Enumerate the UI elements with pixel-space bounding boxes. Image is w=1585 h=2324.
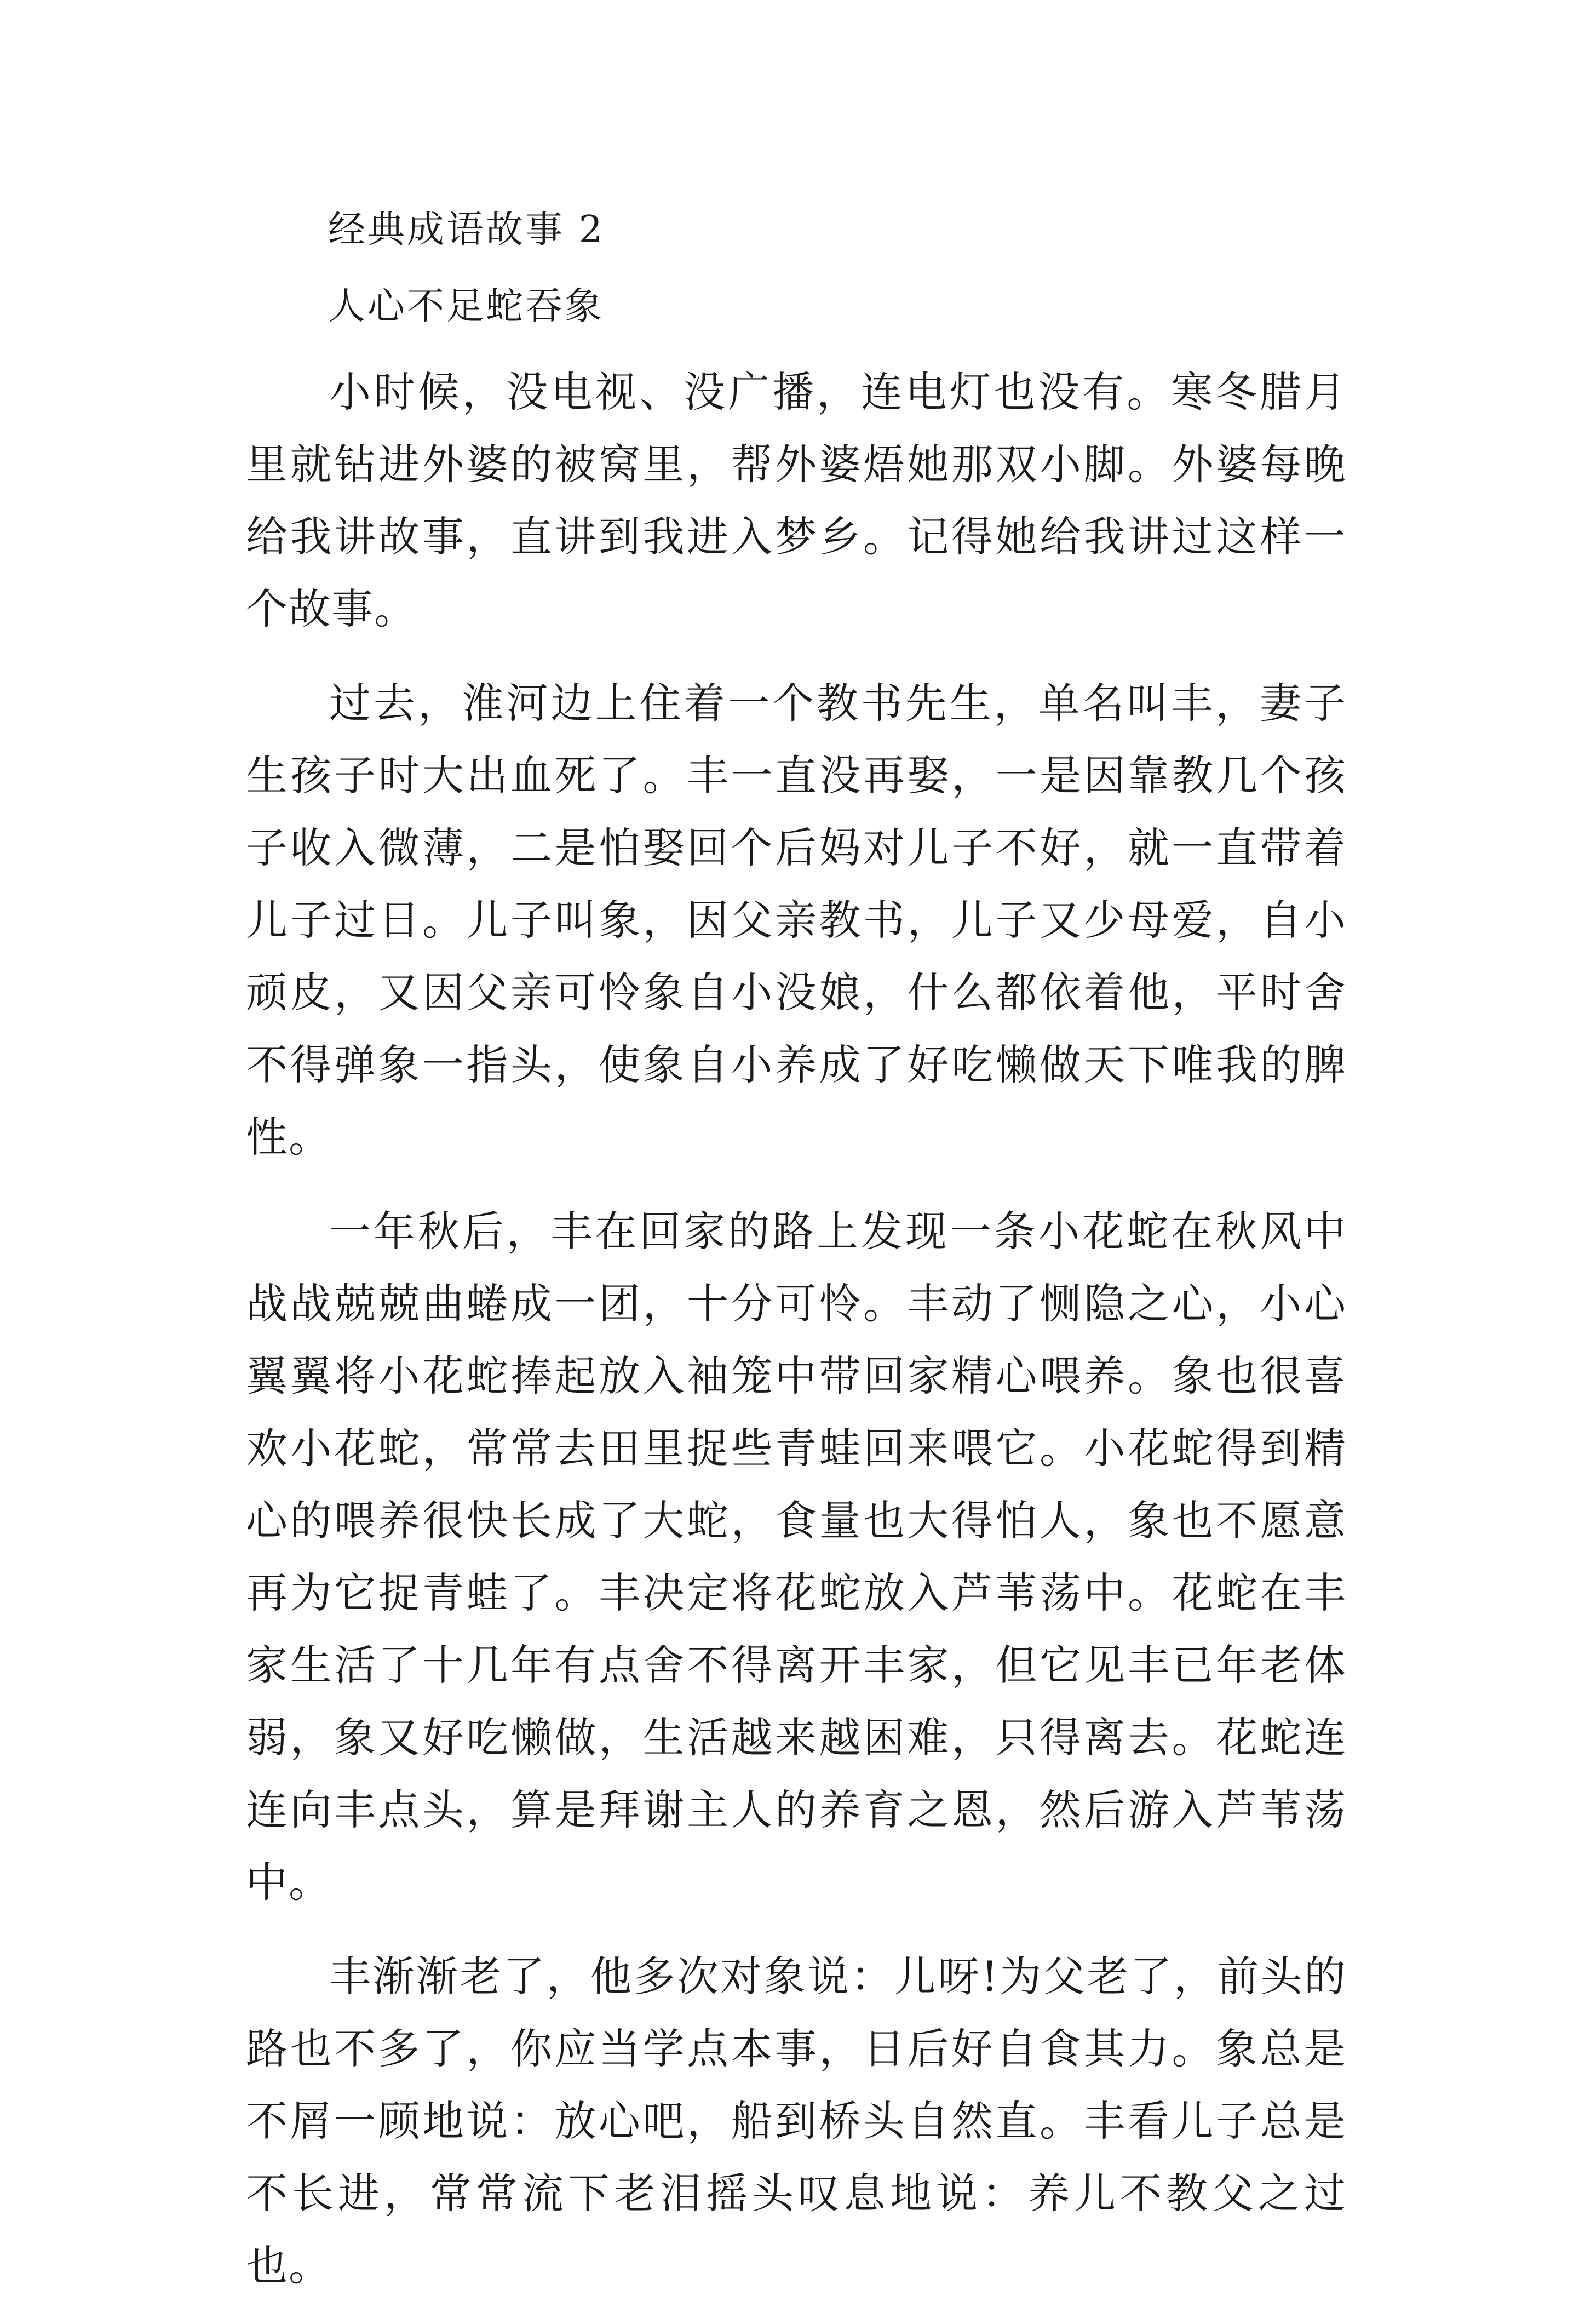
paragraph: 小时候，没电视、没广播，连电灯也没有。寒冬腊月里就钻进外婆的被窝里，帮外婆焐她那双小脚。外婆每晚给我讲故事，直讲到我进入梦乡。记得她给我讲过这样一个故事。 — [246, 368, 1347, 633]
story-title: 人心不足蛇吞象 — [328, 285, 605, 328]
paragraph: 过去，淮河边上住着一个教书先生，单名叫丰，妻子生孩子时大出血死了。丰一直没再娶，一是因靠教几个孩子收入微薄，二是怕娶回个后妈对儿子不好，就一直带着儿子过日。儿子叫象，因父亲教书，儿子又少母爱，自小顽皮，又因父亲可怜象自小没娘，什么都依着他，平时舍不得弹象一指头，使象自小养成了好吃懒做天下唯我的脾性。 — [246, 679, 1347, 1161]
document-title: 经典成语故事 2 — [328, 208, 605, 251]
paragraph: 一年秋后，丰在回家的路上发现一条小花蛇在秋风中战战兢兢曲蜷成一团，十分可怜。丰动了恻隐之心，小心翼翼将小花蛇捧起放入袖笼中带回家精心喂养。象也很喜欢小花蛇，常常去田里捉些青蛙回来喂它。小花蛇得到精心的喂养很快长成了大蛇，食量也大得怕人，象也不愿意再为它捉青蛙了。丰决定将花蛇放入芦苇荡中。花蛇在丰家生活了十几年有点舍不得离开丰家，但它见丰已年老体弱，象又好吃懒做，生活越来越困难，只得离去。花蛇连连向丰点头，算是拜谢主人的养育之恩，然后游入芦苇荡中。 — [246, 1207, 1347, 1907]
paragraph: 丰渐渐老了，他多次对象说：儿呀!为父老了，前头的路也不多了，你应当学点本事，日后好自食其力。象总是不屑一顾地说：放心吧，船到桥头自然直。丰看儿子总是不长进，常常流下老泪摇头叹息地说：养儿不教父之过也。 — [246, 1952, 1347, 2290]
document-body — [246, 203, 1347, 2324]
